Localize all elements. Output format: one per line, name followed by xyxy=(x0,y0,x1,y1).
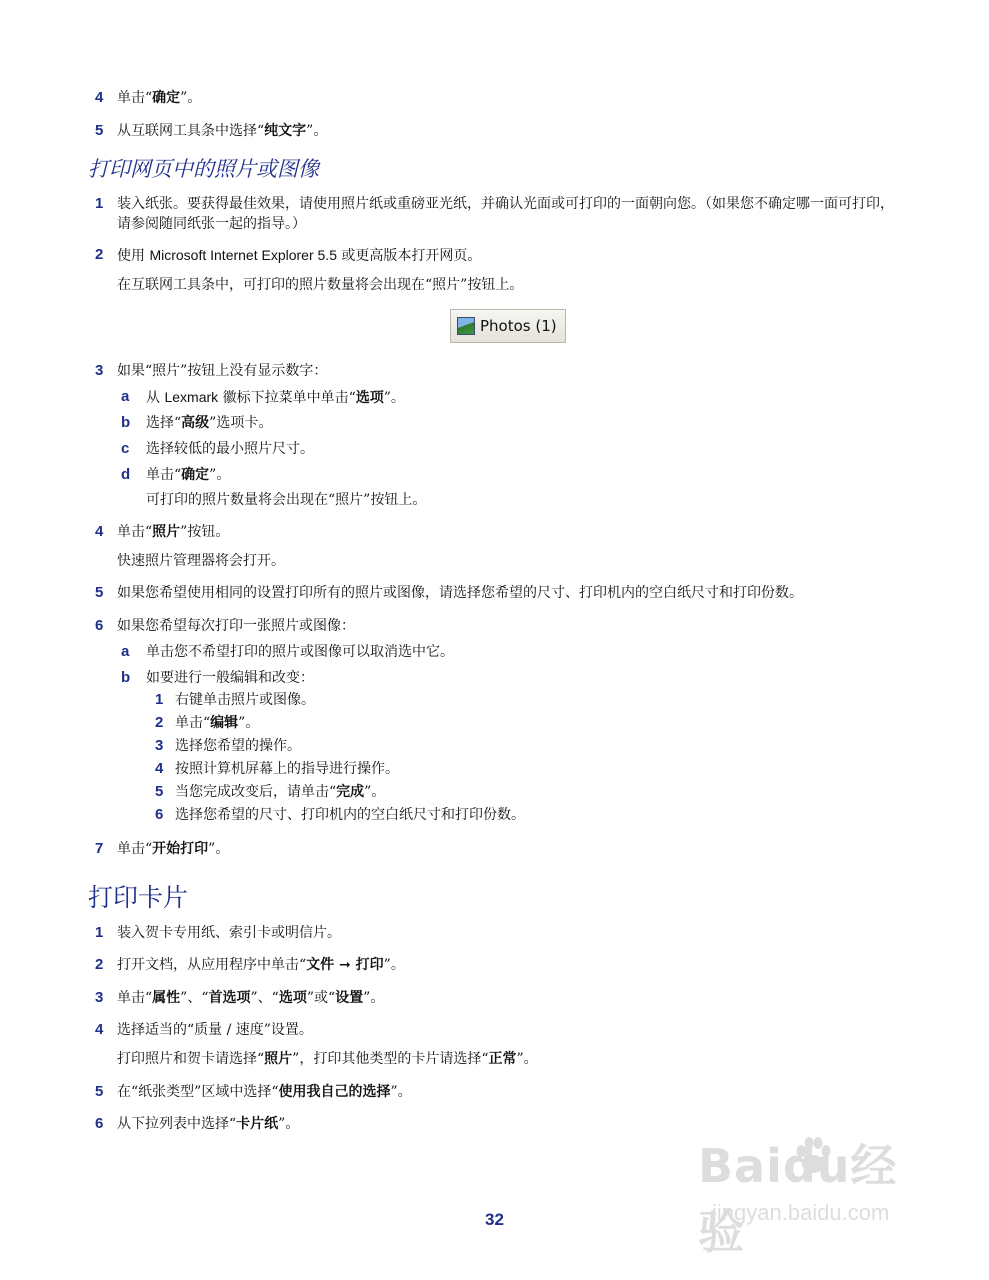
section-heading-print-cards: 打印卡片 xyxy=(88,883,189,912)
step-number: 4 xyxy=(95,89,104,106)
text: ”。 xyxy=(306,123,328,139)
step-text: 装入纸张。要获得最佳效果，请使用照片纸或重磅亚光纸，并确认光面或可打印的一面朝向您。（如果您不确定哪一面可打印，请参阅随同纸张一起的指导。） xyxy=(117,196,894,232)
step-number: 2 xyxy=(95,246,104,263)
step-number: 1 xyxy=(95,195,104,212)
step-number: 2 xyxy=(95,956,104,973)
sub-letter: c xyxy=(121,440,130,457)
sub-letter: d xyxy=(121,466,131,483)
photo-icon xyxy=(457,317,475,335)
page-number: 32 xyxy=(485,1210,504,1229)
text: 从互联网工具条中选择“ xyxy=(117,123,265,139)
watermark-brand: Baidu经验 xyxy=(698,1139,898,1259)
sub-letter: a xyxy=(121,643,130,660)
bold-term: 纯文字 xyxy=(264,123,307,139)
step-number: 6 xyxy=(95,1115,104,1132)
product-name: Microsoft Internet Explorer 5.5 xyxy=(149,247,337,263)
text: ”。 xyxy=(180,90,202,106)
step-number: 5 xyxy=(95,1083,104,1100)
text: 或更高版本打开网页。 xyxy=(336,248,482,264)
bold-term: 确定 xyxy=(152,90,181,106)
step-number: 3 xyxy=(95,989,104,1006)
text: 单击“ xyxy=(117,90,153,106)
photos-button-label: Photos (1) xyxy=(480,317,557,335)
step-number: 4 xyxy=(95,523,104,540)
step-number: 7 xyxy=(95,840,104,857)
section-heading-print-web-photos: 打印网页中的照片或图像 xyxy=(88,157,319,181)
step-number: 4 xyxy=(95,1021,104,1038)
sub-letter: b xyxy=(121,414,131,431)
watermark-url: jingyan.baidu.com xyxy=(712,1200,890,1225)
step-number: 3 xyxy=(95,362,104,379)
photos-button[interactable] xyxy=(450,309,566,343)
brand-name: Lexmark xyxy=(164,389,219,405)
sub-letter: a xyxy=(121,388,130,405)
sub-letter: b xyxy=(121,669,131,686)
text: 使用 xyxy=(117,248,150,264)
step-number: 6 xyxy=(95,617,104,634)
step-number: 1 xyxy=(95,924,104,941)
step-number: 5 xyxy=(95,122,104,139)
step-number: 5 xyxy=(95,584,104,601)
